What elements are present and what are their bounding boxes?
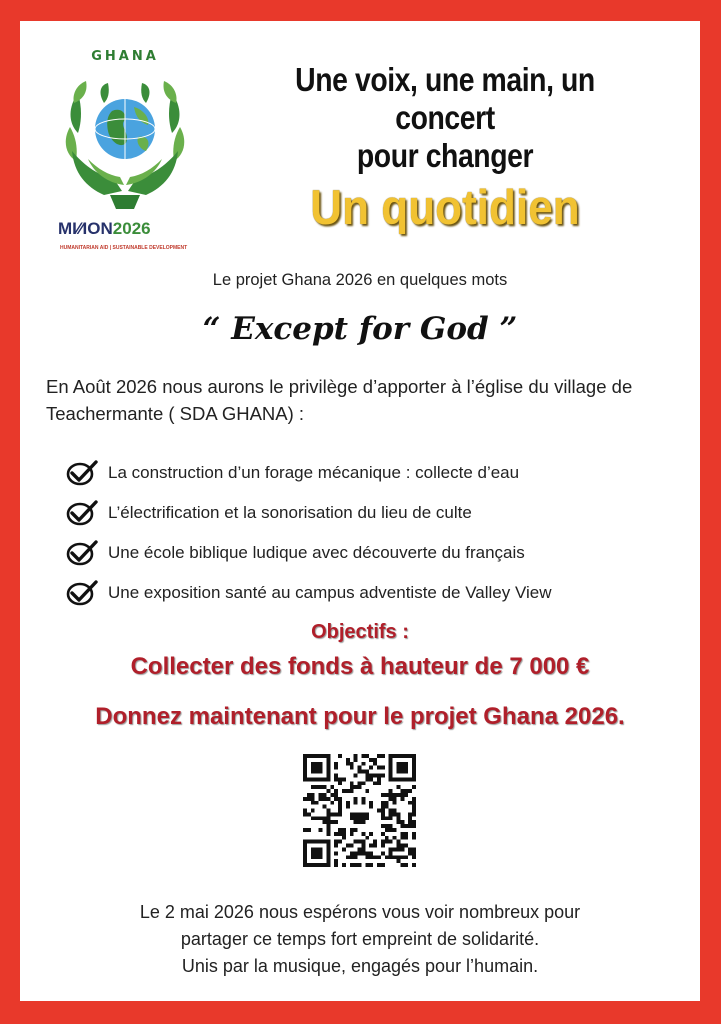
qr-code[interactable] [303, 754, 416, 867]
closing-line-2: partager ce temps fort empreint de solidarité. [180, 929, 540, 949]
checklist-item-label: Une école biblique ludique avec découverte du français [108, 543, 525, 562]
logo-mission-word: MI⁄⁄ION [58, 219, 113, 238]
motto: “ Except for God ” [202, 311, 518, 347]
headline-line-1: Une voix, une main, un concert [295, 61, 595, 136]
logo-mission-year: 2026 [112, 219, 151, 238]
donate-call-to-action: Donnez maintenant pour le projet Ghana 2026. [95, 703, 625, 730]
headline [210, 61, 680, 237]
logo-subtitle: HUMANITARIAN AID | SUSTAINABLE DEVELOPMENT [60, 245, 188, 251]
globe-hands-icon [64, 63, 186, 219]
project-paragraph: En Août 2026 nous aurons le privilège d’apporter à l’église du village de Teachermante ( SDA GHANA) : [46, 376, 633, 424]
checklist-item [66, 453, 686, 493]
closing-text [20, 899, 700, 980]
objectives-goal: Collecter des fonds à hauteur de 7 000 € [130, 653, 590, 680]
checklist-item-label: L’électrification et la sonorisation du lieu de culte [108, 503, 472, 522]
headline-line-2: pour changer [356, 137, 534, 174]
checklist [66, 453, 686, 613]
check-circle-icon [66, 460, 98, 486]
check-circle-icon [66, 580, 98, 606]
headline-highlight: Un quotidien [310, 181, 580, 235]
check-circle-icon [66, 500, 98, 526]
flyer-sheet [20, 21, 700, 1001]
checklist-item-label: La construction d’un forage mécanique : collecte d’eau [108, 463, 520, 482]
closing-line-3: Unis par la musique, engagés pour l’humain. [181, 956, 539, 976]
intro-text: Le projet Ghana 2026 en quelques mots [212, 271, 508, 289]
checklist-item [66, 533, 686, 573]
objectives-title: Objectifs : [311, 621, 409, 643]
checklist-item [66, 573, 686, 613]
logo-arc-text: GHANA [91, 49, 159, 64]
closing-line-1: Le 2 mai 2026 nous espérons vous voir nombreux pour [139, 902, 581, 922]
logo-mission-text [58, 219, 194, 239]
mission-logo [56, 49, 194, 251]
checklist-item [66, 493, 686, 533]
checklist-item-label: Une exposition santé au campus adventiste de Valley View [108, 583, 552, 602]
check-circle-icon [66, 540, 98, 566]
